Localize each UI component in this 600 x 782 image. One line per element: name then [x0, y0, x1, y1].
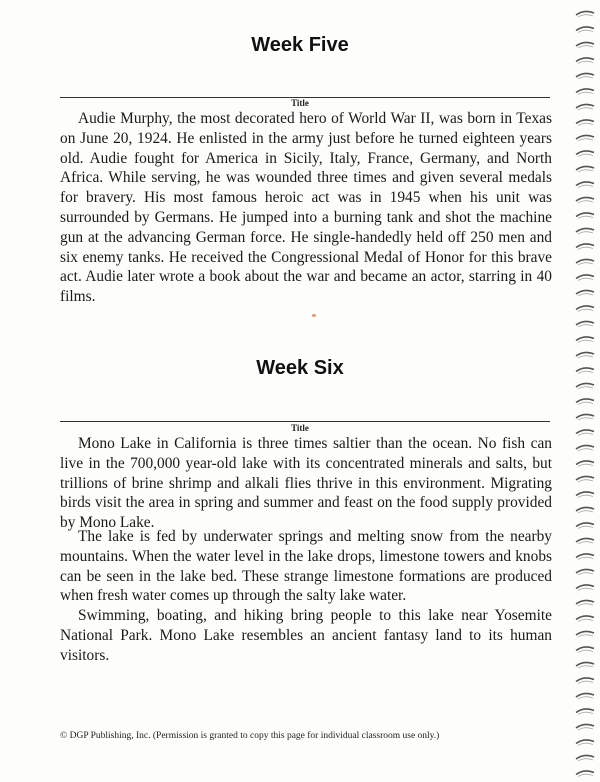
- spiral-coil-shadow: [578, 542, 593, 544]
- spiral-coil-shadow: [578, 46, 593, 48]
- spiral-coil-shadow: [578, 666, 593, 668]
- spiral-coil-shadow: [578, 123, 593, 125]
- week-five-heading: Week Five: [251, 34, 349, 56]
- spiral-coil-shadow: [578, 480, 593, 482]
- spiral-coil-shadow: [578, 356, 593, 358]
- week-six-title-line: [60, 421, 550, 422]
- spiral-coil-shadow: [578, 185, 593, 187]
- spiral-coil-shadow: [578, 774, 593, 776]
- week-six-paragraph-3: Swimming, boating, and hiking bring people to this lake near Yosemite National Park. Mono Lake resembles an ancient fantasy land to its human visitors.: [60, 607, 552, 664]
- spiral-coil-shadow: [578, 232, 593, 234]
- week-five-title-label: Title: [291, 98, 309, 108]
- spiral-coil-shadow: [578, 247, 593, 249]
- spiral-coil-shadow: [578, 15, 593, 17]
- spiral-coil-shadow: [578, 449, 593, 451]
- spiral-coil-shadow: [578, 511, 593, 513]
- spiral-coil-shadow: [578, 371, 593, 373]
- spiral-coil-shadow: [578, 635, 593, 637]
- spiral-coil-shadow: [578, 201, 593, 203]
- spiral-coil-shadow: [578, 418, 593, 420]
- spiral-coil-shadow: [578, 340, 593, 342]
- spiral-coil-shadow: [578, 170, 593, 172]
- spiral-coil-shadow: [578, 604, 593, 606]
- spiral-coil-shadow: [578, 216, 593, 218]
- copyright-footer: © DGP Publishing, Inc. (Permission is granted to copy this page for individual classroom use only.): [60, 731, 440, 741]
- spiral-coil-shadow: [578, 464, 593, 466]
- spiral-coil-shadow: [578, 387, 593, 389]
- spiral-coil-shadow: [578, 650, 593, 652]
- spiral-coil-shadow: [578, 154, 593, 156]
- spiral-coil-shadow: [578, 139, 593, 141]
- spiral-coil-shadow: [578, 712, 593, 714]
- week-five-paragraph: Audie Murphy, the most decorated hero of World War II, was born in Texas on June 20, 1924. He enlisted in the army just before he turned eighteen years old. Audie fought for America in Sicily, Italy, France, Germany, and North Africa. While serving, he was wounded three times and given several medals for bravery. His most famous heroic act was in 1945 when his unit was surrounded by Germans. He jumped into a burning tank and shot the machine gun at the advancing German force. He single-handedly held off 250 men and six enemy tanks. He received the Congressional Medal of Honor for this brave act. Audie later wrote a book about the war and became an actor, starring in 40 films.: [60, 110, 552, 306]
- spiral-coil-shadow: [578, 309, 593, 311]
- spiral-coil-shadow: [578, 325, 593, 327]
- week-six-title-label: Title: [291, 423, 309, 433]
- spiral-coil-shadow: [578, 263, 593, 265]
- week-six-paragraph-1: Mono Lake in California is three times saltier than the ocean. No fish can live in the 700,000 year-old lake with its concentrated minerals and salts, but trillions of brine shrimp and alkali flies thrive in this environment. Migrating birds visit the area in spring and summer and feast on the food supply provided by Mono Lake.: [60, 435, 552, 532]
- spiral-coil-shadow: [578, 573, 593, 575]
- week-six-paragraph-2: The lake is fed by underwater springs and melting snow from the nearby mountains. When the water level in the lake drops, limestone towers and knobs can be seen in the lake bed. These strange limestone formations are produced when fresh water comes up through the salty lake water.: [60, 528, 552, 605]
- spiral-coil-shadow: [578, 681, 593, 683]
- spiral-binding: [574, 4, 596, 780]
- spiral-coil-shadow: [578, 588, 593, 590]
- spiral-coil-shadow: [578, 77, 593, 79]
- spiral-coil-shadow: [578, 402, 593, 404]
- spiral-coil-shadow: [578, 619, 593, 621]
- spiral-coil-shadow: [578, 495, 593, 497]
- spiral-coil-shadow: [578, 92, 593, 94]
- spiral-coil-shadow: [578, 108, 593, 110]
- spiral-coil-shadow: [578, 697, 593, 699]
- stray-mark: [312, 314, 316, 317]
- spiral-coil-shadow: [578, 433, 593, 435]
- spiral-coil-shadow: [578, 759, 593, 761]
- spiral-coil-shadow: [578, 557, 593, 559]
- spiral-coil-shadow: [578, 278, 593, 280]
- spiral-coil-shadow: [578, 728, 593, 730]
- spiral-coil-shadow: [578, 526, 593, 528]
- spiral-coil-shadow: [578, 30, 593, 32]
- spiral-coil-shadow: [578, 743, 593, 745]
- week-six-heading: Week Six: [256, 357, 344, 379]
- spiral-coil-shadow: [578, 294, 593, 296]
- spiral-coil-shadow: [578, 61, 593, 63]
